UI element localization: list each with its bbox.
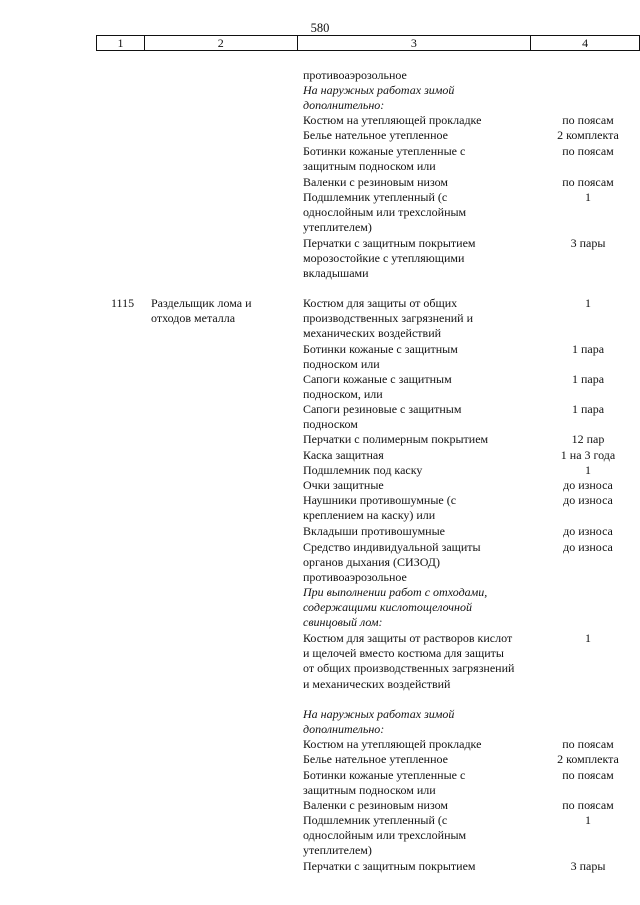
- column-header-table: [96, 35, 640, 51]
- item-text: Очки защитные: [303, 478, 384, 492]
- header-col-4: 4: [531, 36, 640, 51]
- item-text: Средство индивидуальной защиты органов дыхания (СИЗОД) противоаэрозольное: [303, 540, 481, 585]
- item-text: Каска защитная: [303, 448, 384, 462]
- item-qty: 3 пары: [570, 859, 606, 873]
- item-qty: до износа: [563, 493, 613, 507]
- header-col-1: 1: [97, 36, 145, 51]
- item-text: Белье нательное утепленное: [303, 752, 448, 766]
- item-qty: по поясам: [562, 113, 614, 127]
- item-text: Сапоги кожаные с защитным подноском, или: [303, 372, 452, 402]
- item-qty: 1: [585, 463, 591, 477]
- item-text: Костюм для защиты от растворов кислот и щелочей вместо костюма для защиты от общих производственных загрязнений и механических воздействий: [303, 631, 515, 691]
- item-text: противоаэрозольное: [303, 68, 407, 82]
- item-qty: до износа: [563, 524, 613, 538]
- item-text: Костюм для защиты от общих производственных загрязнений и механических воздействий: [303, 296, 474, 341]
- item-text: Ботинки кожаные с защитным подноском или: [303, 342, 458, 372]
- profession-name: Разделыщик лома и отходов металла: [151, 296, 252, 326]
- item-qty: по поясам: [562, 175, 614, 189]
- item-qty: по поясам: [562, 144, 614, 158]
- item-text: Наушники противошумные (с креплением на каску) или: [303, 493, 457, 523]
- item-qty: по поясам: [562, 768, 614, 782]
- item-text: Подшлемник утепленный (с однослойным или трехслойным утеплителем): [303, 813, 467, 858]
- section-note: При выполнении работ с отходами, содержащими кислотощелочной свинцовый лом:: [303, 585, 488, 630]
- item-text: Валенки с резиновым низом: [303, 175, 449, 189]
- item-qty: 1 на 3 года: [560, 448, 616, 462]
- header-col-3: 3: [297, 36, 531, 51]
- item-qty: 1 пара: [571, 402, 605, 416]
- section-note: На наружных работах зимой дополнительно:: [303, 707, 455, 737]
- item-text: Ботинки кожаные утепленные с защитным подноском или: [303, 144, 466, 174]
- item-qty: 1 пара: [571, 372, 605, 386]
- item-qty: по поясам: [562, 798, 614, 812]
- item-qty: до износа: [563, 478, 613, 492]
- item-text: Вкладыши противошумные: [303, 524, 445, 538]
- item-qty: 12 пар: [571, 432, 605, 446]
- item-qty: 2 комплекта: [557, 752, 619, 766]
- item-text: Сапоги резиновые с защитным подноском: [303, 402, 462, 432]
- item-text: Ботинки кожаные утепленные с защитным подноском или: [303, 768, 466, 798]
- section-note: На наружных работах зимой дополнительно:: [303, 83, 455, 113]
- item-text: Перчатки с полимерным покрытием: [303, 432, 489, 446]
- item-qty: по поясам: [562, 737, 614, 751]
- item-text: Перчатки с защитным покрытием: [303, 859, 476, 873]
- row-number: 1115: [111, 296, 135, 310]
- item-qty: 1: [585, 631, 591, 645]
- item-text: Перчатки с защитным покрытием морозостойкие с утепляющими вкладышами: [303, 236, 476, 281]
- page-number: 580: [310, 21, 330, 35]
- header-col-2: 2: [144, 36, 297, 51]
- item-text: Подшлемник утепленный (с однослойным или трехслойным утеплителем): [303, 190, 467, 235]
- item-text: Подшлемник под каску: [303, 463, 423, 477]
- item-qty: 1: [585, 190, 591, 204]
- item-qty: 1: [585, 813, 591, 827]
- item-qty: 1 пара: [571, 342, 605, 356]
- item-qty: 1: [585, 296, 591, 310]
- item-qty: 3 пары: [570, 236, 606, 250]
- item-qty: до износа: [563, 540, 613, 554]
- item-text: Костюм на утепляющей прокладке: [303, 737, 482, 751]
- item-text: Костюм на утепляющей прокладке: [303, 113, 482, 127]
- item-qty: 2 комплекта: [557, 128, 619, 142]
- item-text: Валенки с резиновым низом: [303, 798, 449, 812]
- item-text: Белье нательное утепленное: [303, 128, 448, 142]
